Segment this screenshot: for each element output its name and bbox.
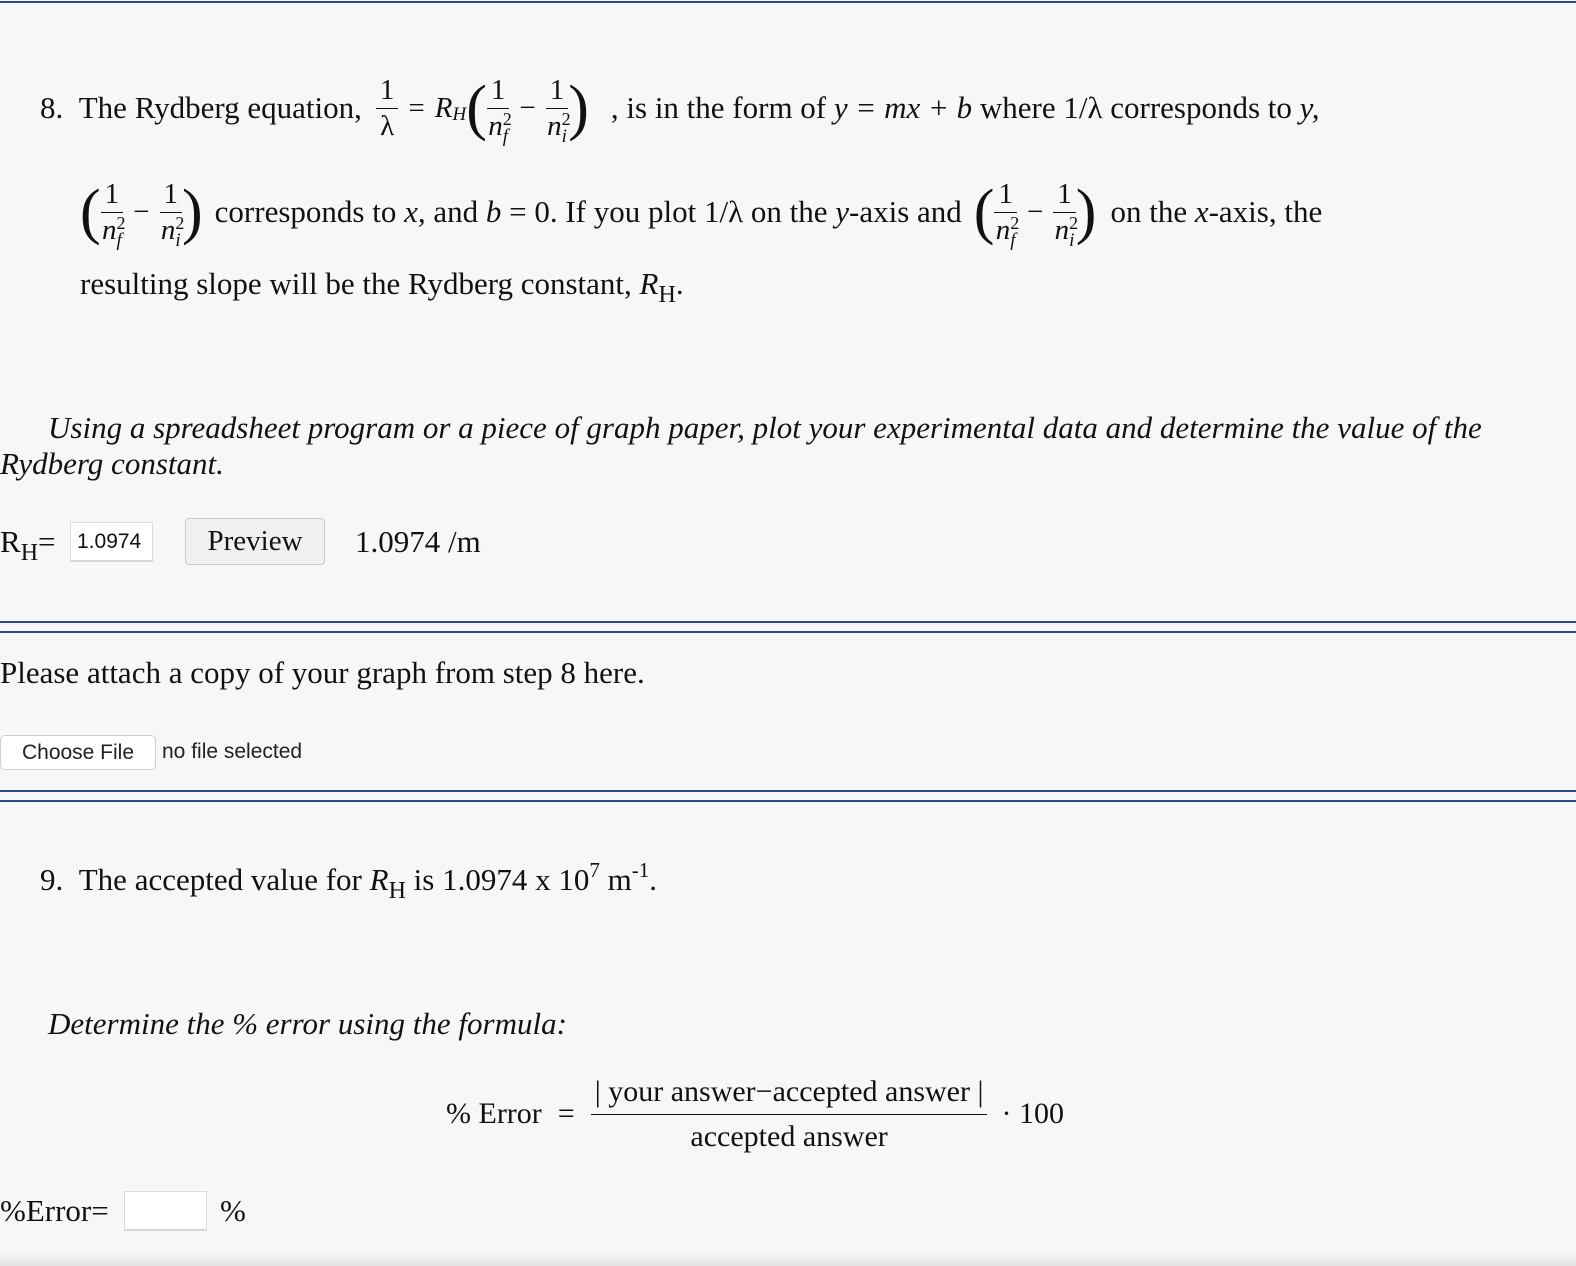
- divider-2b: [0, 800, 1576, 802]
- rh-input[interactable]: [70, 522, 153, 562]
- percent-error-formula: % Error = $\frac{\text{| your answer−accepted answer |}}{\text{accepted answer}}$ · 100: [446, 1075, 1064, 1153]
- one-over-lambda: $\frac{1}{\lambda}$: [376, 75, 399, 141]
- x-term-right: ( $\frac{1}{n^2_f}$ − $\frac{1}{n^2_i}$ ): [973, 178, 1097, 251]
- choose-file-button[interactable]: Choose File: [0, 735, 156, 770]
- one-over-nf2: $\frac{1}{n^2_f}$: [488, 74, 512, 147]
- bottom-edge: [0, 1252, 1576, 1266]
- q8-line3: resulting slope will be the Rydberg constant, $R_H$.: [80, 266, 684, 308]
- error-label: %Error=: [0, 1193, 109, 1228]
- q9-statement: 9. The accepted value for $R_H$ is 1.0974 x $10^7$ $m^{-1}$.: [40, 858, 657, 904]
- q8-number: 8.: [40, 90, 64, 125]
- error-input[interactable]: [124, 1191, 207, 1231]
- q8-line2: ( $\frac{1}{n^2_f}$ − $\frac{1}{n^2_i}$ ) corresponds to x, and b = 0. If you plot 1/λ on the y -axis and ( $\frac{1}{n^2_f}$ − $\frac{1}{n^2_i}$ ) on the x -axis, the: [80, 178, 1323, 251]
- x-term-left: ( $\frac{1}{n^2_f}$ − $\frac{1}{n^2_i}$ ): [80, 178, 203, 251]
- instruction-line2: Rydberg constant.: [0, 446, 224, 481]
- preview-button[interactable]: Preview: [185, 518, 325, 565]
- file-status: no file selected: [162, 740, 303, 763]
- one-over-ni2: $\frac{1}{n^2_i}$: [547, 74, 571, 147]
- top-divider: [0, 1, 1576, 3]
- q8-line1: 8. The Rydberg equation, $\frac{1}{\lambda}$ = R H ( $\frac{1}{n^2_f}$ − $\frac{1}{n^2_i}$ ) , is in the form of y = mx + b where 1/λ corresponds to y,: [40, 74, 1320, 147]
- q9-determine: Determine the % error using the formula:: [48, 1006, 567, 1041]
- q8-intro: The Rydberg equation,: [78, 90, 362, 125]
- divider-1b: [0, 631, 1576, 633]
- rydberg-equation: $\frac{1}{\lambda}$ = R H ( $\frac{1}{n^2_f}$ − $\frac{1}{n^2_i}$ ): [376, 75, 589, 141]
- rh-label: $R_H=$: [0, 524, 56, 566]
- divider-1a: [0, 621, 1576, 623]
- error-unit: %: [220, 1193, 246, 1228]
- preview-output: 1.0974 /m: [355, 524, 481, 559]
- instruction-line1: Using a spreadsheet program or a piece of graph paper, plot your experimental data and determine the value of the: [48, 410, 1482, 445]
- attach-prompt: Please attach a copy of your graph from step 8 here.: [0, 655, 645, 690]
- divider-2a: [0, 790, 1576, 792]
